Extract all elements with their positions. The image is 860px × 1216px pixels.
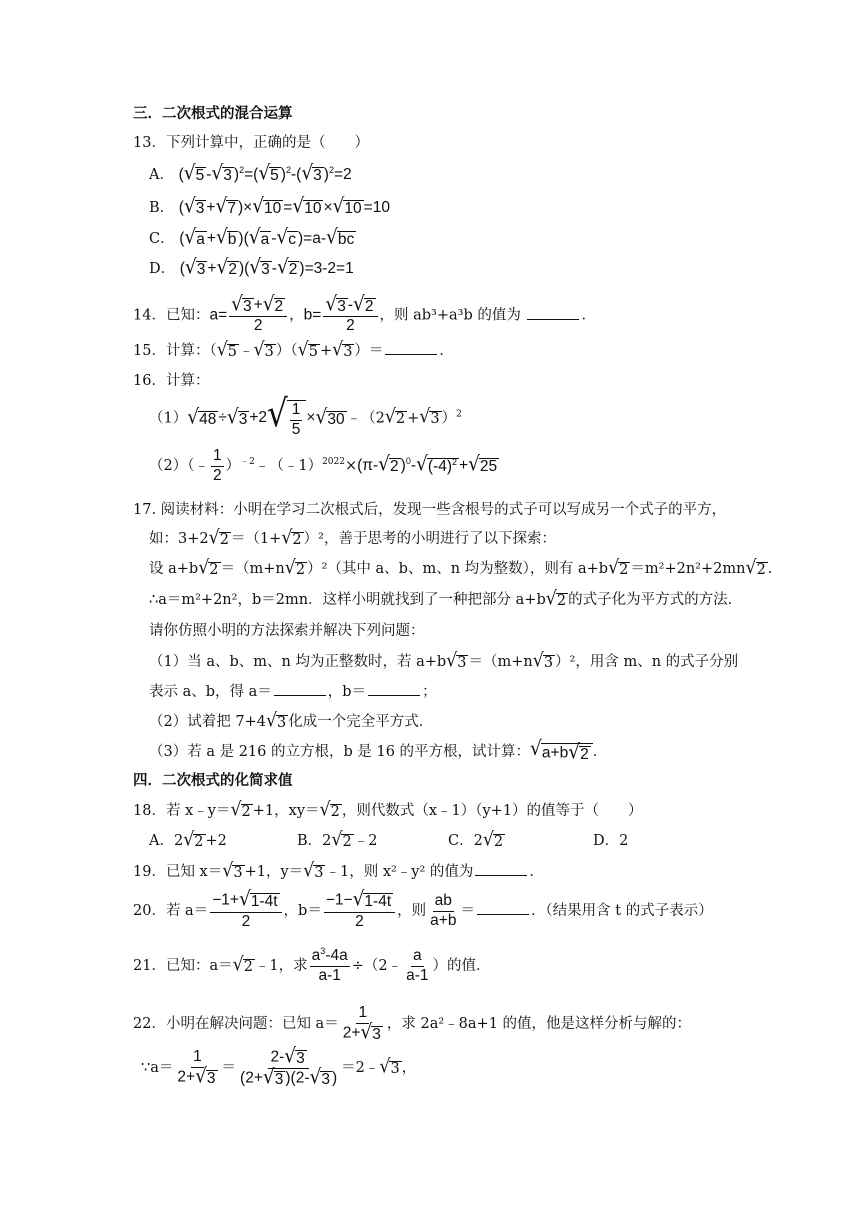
- q15-text: ）＝: [354, 343, 384, 359]
- q16-stem: 16．计算：: [133, 373, 210, 389]
- q17-text: （1）当 a、b、m、n 均为正整数时，若 a+b: [149, 654, 447, 670]
- q20-text: 20．若 a＝: [133, 903, 209, 919]
- q17-line1: 17. 阅读材料：小明在学习二次根式后，发现一些含根号的式子可以写成另一个式子的平方，: [133, 502, 727, 518]
- option-text: ﹣2: [353, 833, 378, 849]
- q18-text: +1，xy＝: [252, 803, 320, 819]
- q17-line2: 如：3+2 √ 2 ＝（1+ √ 2 ）²，善于思考的小明进行了以下探索：: [149, 527, 556, 549]
- q21-text: ）的值．: [432, 958, 491, 974]
- q15-text: ）（: [275, 343, 298, 359]
- option-label: C．: [149, 231, 175, 247]
- q21-text: ﹣1，求: [254, 958, 308, 974]
- q17-text: ．: [592, 744, 608, 761]
- q17-line7: [149, 681, 437, 703]
- section-heading-3: 三．二次根式的混合运算: [133, 106, 293, 122]
- q17-line6: （1）当 a、b、m、n 均为正整数时，若 a+b √ 3 ＝（m+n √ 3 ）²，用含 m、n 的式子分别: [149, 650, 739, 672]
- q22-text: ＝: [221, 1060, 237, 1076]
- q13-option-a: A． ( √ 5 - √ 3 )$^2$=( √ 5 )$^2$-( √ 3 )$^2$=2: [149, 162, 352, 186]
- q17-text: ∴a＝m²+2n²，b＝2mn．这样小明就找到了一种把部分 a+b: [149, 592, 546, 608]
- q17-text: （3）若 a 是 216 的立方根，b 是 16 的平方根，试计算：: [149, 744, 531, 761]
- q17-text: ，b＝: [327, 684, 367, 700]
- q17-text: ＝（m+n: [220, 561, 285, 577]
- q20-text: ，则: [397, 903, 427, 919]
- q16-part2: （2）（﹣ $\frac{1}{2}$ ）$^{﹣2}$﹣（﹣1）$^{2022}$×(π- √ 2 )$^0$- √ $(-4)^2$ + √ 25: [149, 447, 498, 484]
- q17-text: ）²，用含 m、n 的式子分别: [555, 654, 739, 670]
- q14-text: ，则 ab³+a³b 的值为: [379, 307, 521, 324]
- q19-text: ．: [529, 864, 544, 880]
- q21-fraction-1: $\frac{a^3-4a}{a-1}$: [311, 946, 348, 984]
- answer-blank[interactable]: [385, 340, 437, 355]
- part-label: （2）: [149, 458, 188, 474]
- option-label: A．: [149, 167, 174, 183]
- q22-fraction: 1 2+ √ 3: [342, 1004, 381, 1045]
- q17-text: ）²（其中 a、b、m、n 均为整数），则有 a+b: [307, 561, 609, 577]
- q18-text: 18．若 x﹣y＝: [133, 803, 231, 819]
- q21-text: ÷（2﹣: [351, 958, 403, 974]
- q15-text: 15．计算：（: [133, 343, 217, 359]
- q17-text: 如：3+2: [149, 531, 209, 547]
- q14-fraction-a: √ 3 + √ 2 2: [229, 296, 287, 335]
- q20-text: ＝: [460, 903, 475, 919]
- q20-fraction-ab: $\frac{ab}{a+b}$: [430, 892, 457, 929]
- q17-text: 的式子化为平方式的方法．: [568, 592, 743, 608]
- q17-line4: ∴a＝m²+2n²，b＝2mn．这样小明就找到了一种把部分 a+b √ 2 的式子化为平方式的方法．: [149, 588, 743, 610]
- q18-option-b: B．2 √ 2 ﹣2: [297, 829, 378, 851]
- answer-blank[interactable]: [477, 900, 529, 915]
- q21-fraction-2: $\frac{a}{a-1}$: [406, 947, 429, 984]
- option-label: B．: [149, 200, 175, 216]
- q18-text: ，则代数式（x﹣1）（y+1）的值等于（ ）: [341, 803, 643, 819]
- q22-solution-fraction-1: 1 2+ √ 3: [177, 1048, 216, 1089]
- q17-text: ＝（m+n: [468, 654, 533, 670]
- option-label: D．: [149, 261, 176, 277]
- section-heading-4: 四．二次根式的化简求值: [133, 773, 293, 789]
- q17-text: 表示 a、b，得 a＝: [149, 684, 272, 700]
- q14-text: ，: [289, 307, 304, 324]
- q18-option-d: D．2: [593, 833, 629, 849]
- part-label: （1）: [149, 410, 188, 427]
- q17-text: 化成一个完全平方式．: [288, 714, 434, 730]
- q14: 14．已知：a= √ 3 + √ 2 2 ，b= √ 3 - √ 2 2 ，则 ab³+a³b 的值为 ．: [133, 293, 596, 335]
- q22-text: ＝2﹣: [341, 1060, 380, 1076]
- option-label: A．2: [149, 833, 184, 849]
- q17-line3: 设 a+b √ 2 ＝（m+n √ 2 ）²（其中 a、b、m、n 均为整数），则有 a+b √ 2 ＝m²+2n²+2mn √ 2 .: [149, 557, 773, 579]
- q17-text: ；: [422, 684, 437, 700]
- q17-text: ＝（1+: [230, 531, 282, 547]
- q15: 15．计算：（ √ 5 ﹣ √ 3 ）（ √ 5 + √ 3 ）＝ ．: [133, 339, 454, 361]
- q17-line9: （3）若 a 是 216 的立方根，b 是 16 的平方根，试计算： √ a+b √ 2 ．: [149, 737, 608, 764]
- q19-text: ﹣1，则 x²﹣y² 的值为: [325, 864, 474, 880]
- q17-line8: （2）试着把 7+4 √ 3 化成一个完全平方式．: [149, 710, 434, 732]
- answer-blank[interactable]: [475, 861, 527, 876]
- q13-option-c: C． ( √ a + √ b )( √ a - √ c )=a- √ bc: [149, 226, 355, 250]
- q13-option-d: D． ( √ 3 + √ 2 )( √ 3 - √ 2 )=3-2=1: [149, 256, 354, 280]
- answer-blank[interactable]: [527, 305, 579, 320]
- q17-text: 设 a+b: [149, 561, 199, 577]
- q22-text: ，求 2a²﹣8a+1 的值，他是这样分析与解的：: [386, 1016, 692, 1032]
- q22-text: ∵a＝: [141, 1060, 174, 1076]
- q17-text: ）²，善于思考的小明进行了以下探索：: [303, 531, 556, 547]
- q19: 19．已知 x＝ √ 3 +1，y＝ √ 3 ﹣1，则 x²﹣y² 的值为 ．: [133, 860, 544, 882]
- option-label: B．2: [297, 833, 332, 849]
- q13-stem: 13．下列计算中，正确的是（ ）: [133, 135, 369, 151]
- q17-text: （2）试着把 7+4: [149, 714, 266, 730]
- q22-solution: ∵a＝ 1 2+ √ 3 ＝ 2- √ 3 (2+ √ 3 )(2- √ 3 ) ＝2﹣ √ 3 ，: [141, 1044, 417, 1089]
- q20-text: ．（结果用含 t 的式子表示）: [530, 903, 713, 919]
- q18-option-c: C．2 √ 2: [448, 829, 504, 851]
- q19-text: 19．已知 x＝: [133, 864, 223, 880]
- q20-fraction-b: −1− √ 1-4t 2: [324, 891, 395, 930]
- q17-line5: 请你仿照小明的方法探索并解决下列问题：: [149, 623, 425, 639]
- q22-stem: [133, 1002, 691, 1046]
- q13-option-b: B． ( √ 3 + √ 7 )× √ 10 = √ 10 × √ 10 =10: [149, 195, 390, 219]
- q20-fraction-a: −1+ √ 1-4t 2: [210, 891, 281, 930]
- q18-option-a: A．2 √ 2 +2: [149, 829, 227, 851]
- q21: 21．已知：a＝ √ 2 ﹣1，求 $\frac{a^3-4a}{a-1}$ ÷（2﹣ $\frac{a}{a-1}$ ）的值．: [133, 946, 491, 984]
- q22-text: ，: [401, 1060, 417, 1076]
- q22-text: 22．小明在解决问题：已知 a＝: [133, 1016, 339, 1032]
- answer-blank-b[interactable]: [368, 681, 420, 696]
- q19-text: +1，y＝: [244, 864, 304, 880]
- q18-stem: 18．若 x﹣y＝ √ 2 +1，xy＝ √ 2 ，则代数式（x﹣1）（y+1）的值等于（ ）: [133, 799, 643, 821]
- q22-solution-fraction-2: 2- √ 3 (2+ √ 3 )(2- √ 3 ): [240, 1044, 338, 1089]
- q20-text: ，b＝: [283, 903, 322, 919]
- q20: [133, 888, 713, 931]
- q14-fraction-b: √ 3 - √ 2 2: [323, 296, 377, 335]
- option-label: C．2: [448, 833, 483, 849]
- q17-text: ＝m²+2n²+2mn: [630, 561, 746, 577]
- answer-blank-a[interactable]: [274, 681, 326, 696]
- q14-text: 14．已知：: [133, 307, 210, 324]
- q21-text: 21．已知：a＝: [133, 958, 233, 974]
- q16-part1: （1） √ 48 ÷ √ 3 +2 √ $\frac{1}{5}$ × √ 30 ﹣（2 √ 2 + √ 3 ）$^2$: [149, 391, 462, 438]
- option-text: +2: [205, 833, 227, 849]
